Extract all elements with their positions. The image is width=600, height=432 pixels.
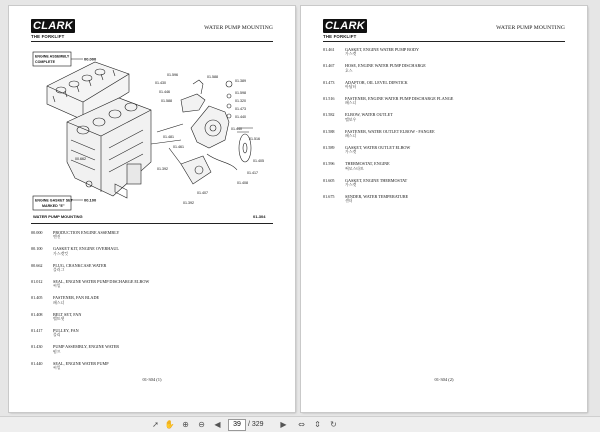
callout: 01.473 — [235, 107, 246, 111]
part-korean: 패스너 — [345, 101, 357, 106]
part-number: 01.596 — [323, 161, 335, 167]
part-number: 01.408 — [31, 311, 43, 317]
callout: 01.408 — [237, 181, 248, 185]
box-complete-line2: COMPLETE — [35, 60, 55, 64]
part-korean: 엔진 — [53, 235, 61, 240]
pdf-toolbar — [0, 416, 600, 432]
parts-list-right — [323, 47, 565, 210]
part-description: FASTENER, WATER OUTLET ELBOW - FANGEE — [345, 128, 435, 134]
part-row — [31, 246, 273, 257]
clark-logo — [31, 19, 75, 39]
part-row — [323, 178, 565, 189]
callout: 01.588 — [161, 99, 172, 103]
part-korean: 가스켓 — [345, 150, 357, 155]
engine-assembly-box — [33, 52, 97, 66]
page-right — [301, 6, 587, 412]
part-description: ADAPTOR, OIL LEVEL DIPSTICK — [345, 79, 408, 85]
logo-brand: CLARK — [33, 20, 73, 32]
total-pages: / 329 — [248, 421, 264, 428]
logo-tagline: THE FORKLIFT — [31, 34, 65, 39]
callout: 01.481 — [163, 135, 174, 139]
part-row — [31, 230, 273, 241]
callout: 00.662 — [75, 157, 86, 161]
callout: 01.389 — [235, 79, 246, 83]
page-number-input[interactable]: 39 — [228, 419, 246, 431]
page-footer: 01-304 (1) — [142, 377, 162, 382]
part-row — [31, 279, 273, 290]
callout: 01.430 — [155, 81, 166, 85]
box-gasket-line2: MARKED "E" — [42, 204, 65, 208]
next-page-icon[interactable]: ▶ — [280, 420, 287, 429]
part-row — [31, 344, 273, 355]
part-description: GASKET, ENGINE THERMOSTAT — [345, 177, 408, 183]
part-korean: 씨일 — [53, 365, 61, 370]
part-description: PLUG, CRANKCASE WATER — [53, 262, 107, 268]
part-description: PRODUCTION ENGINE ASSEMBLY — [53, 230, 120, 235]
part-description: BELT SET, FAN — [53, 311, 82, 317]
logo-brand: CLARK — [325, 20, 365, 32]
part-number: 01.589 — [323, 144, 335, 150]
part-number: 01.473 — [323, 79, 335, 85]
part-korean: 씨일 — [53, 284, 61, 289]
part-description: SENDER, WATER TEMPERATURE — [345, 193, 409, 199]
figure-caption: WATER PUMP MOUNTING — [33, 214, 83, 219]
arrow-pointer-icon[interactable]: ➚ — [152, 420, 159, 429]
header-title: WATER PUMP MOUNTING — [496, 25, 565, 31]
callout: 01.596 — [167, 73, 178, 77]
part-number: 01.605 — [323, 177, 335, 183]
header-title: WATER PUMP MOUNTING — [204, 25, 273, 31]
part-korean: 가스켓 — [345, 52, 357, 57]
part-number: 01.430 — [31, 344, 43, 350]
part-number: 01.417 — [31, 327, 43, 333]
part-number: 01.675 — [323, 193, 335, 199]
part-korean: 패스너 — [53, 300, 65, 305]
part-row — [31, 263, 273, 274]
part-row — [31, 361, 273, 372]
part-korean: 호스 — [345, 68, 353, 73]
box-complete-line1: ENGINE ASSEMBLY — [35, 54, 70, 59]
part-korean: 가스켓 — [345, 182, 357, 187]
header-rule — [31, 41, 273, 42]
part-number: 01.467 — [323, 63, 335, 69]
gasket-set-box — [33, 196, 97, 210]
callout: 01.392 — [157, 167, 168, 171]
part-row — [31, 295, 273, 306]
part-row — [323, 47, 565, 58]
part-row — [323, 129, 565, 140]
part-description: GASKET, ENGINE WATER PUMP BODY — [345, 47, 420, 52]
part-description: PULLEY, FAN — [53, 327, 79, 333]
part-description: HOSE, ENGINE WATER PUMP DISCHARGE — [345, 63, 426, 69]
callout: 01.461 — [173, 145, 184, 149]
part-row — [31, 312, 273, 323]
part-description: FASTENER, FAN BLADE — [53, 295, 100, 301]
part-number: 01.516 — [323, 95, 335, 101]
page-left — [9, 6, 295, 412]
part-row — [323, 161, 565, 172]
part-number: 01.012 — [31, 278, 43, 284]
parts-list-left — [31, 230, 273, 377]
part-row — [323, 63, 565, 74]
part-number: 01.588 — [323, 128, 335, 134]
callout: 01.598 — [235, 91, 246, 95]
zoom-out-icon[interactable]: ⊖ — [198, 420, 205, 429]
callout: 01.392 — [183, 201, 194, 205]
header-rule — [323, 41, 565, 42]
part-description: ELBOW, WATER OUTLET — [345, 112, 393, 118]
hand-icon[interactable]: ✋ — [164, 420, 175, 429]
part-number: 00.000 — [31, 230, 43, 235]
box-gasket-line1: ENGINE GASKET SET — [35, 198, 73, 203]
part-row — [323, 145, 565, 156]
part-korean: 벨트셋 — [53, 316, 65, 321]
part-korean: 가스켓킷 — [53, 251, 69, 256]
box-complete-number: 00.000 — [84, 56, 97, 62]
callout: 01.588 — [207, 75, 218, 79]
part-korean: 엘보우 — [345, 117, 357, 122]
part-korean: 펌프 — [53, 349, 61, 354]
part-row — [323, 194, 565, 205]
callout: 01.417 — [247, 171, 258, 175]
part-row — [323, 112, 565, 123]
part-korean: 써모스타트 — [345, 166, 364, 171]
rotate-icon[interactable]: ↻ — [330, 420, 337, 429]
callout: 01.405 — [253, 159, 264, 163]
part-korean: 아답터 — [345, 85, 357, 90]
zoom-in-icon[interactable]: ⊕ — [182, 420, 189, 429]
part-description: PUMP ASSEMBLY, ENGINE WATER — [53, 344, 120, 350]
part-description: GASKET KIT, ENGINE OVERHAUL — [53, 246, 119, 252]
part-description: THERMOSTAT, ENGINE — [345, 161, 390, 167]
part-description: GASKET, WATER OUTLET ELBOW — [345, 144, 411, 150]
callout: 01.440 — [231, 127, 242, 131]
page-footer: 01-304 (2) — [434, 377, 454, 382]
figure-rule — [31, 223, 273, 224]
logo-tagline: THE FORKLIFT — [323, 34, 357, 39]
part-korean: 플러그 — [53, 268, 65, 273]
part-description: SEAL, ENGINE WATER PUMP DISCHARGE ELBOW — [53, 278, 150, 284]
part-number: 01.440 — [31, 360, 43, 366]
callout: 01.516 — [249, 137, 260, 141]
previous-page-icon[interactable]: ◀ — [214, 420, 221, 429]
part-korean: 풀리 — [53, 333, 61, 338]
part-row — [323, 96, 565, 107]
fit-page-icon[interactable]: ⇕ — [314, 420, 321, 429]
callout: 01.320 — [235, 99, 246, 103]
part-row — [31, 328, 273, 339]
box-gasket-number: 00.100 — [84, 197, 97, 203]
part-korean: 센더 — [345, 199, 353, 204]
part-description: FASTENER, ENGINE WATER PUMP DISCHARGE FLANGE — [345, 95, 454, 101]
part-number: 01.582 — [323, 112, 335, 118]
part-number: 00.100 — [31, 246, 43, 252]
part-korean: 패스너 — [345, 133, 357, 138]
callout: 01.446 — [159, 90, 170, 94]
part-number: 01.461 — [323, 47, 335, 52]
part-number: 00.662 — [31, 262, 43, 268]
part-number: 01.405 — [31, 295, 43, 301]
figure-code: 01-304 — [253, 214, 266, 219]
part-row — [323, 80, 565, 91]
part-description: SEAL, ENGINE WATER PUMP — [53, 360, 109, 366]
exploded-diagram — [31, 44, 273, 220]
clark-logo — [323, 19, 367, 39]
callout: 01.407 — [197, 191, 208, 195]
fit-width-icon[interactable]: ⇔ — [298, 420, 305, 429]
callout: 01.440 — [235, 115, 246, 119]
